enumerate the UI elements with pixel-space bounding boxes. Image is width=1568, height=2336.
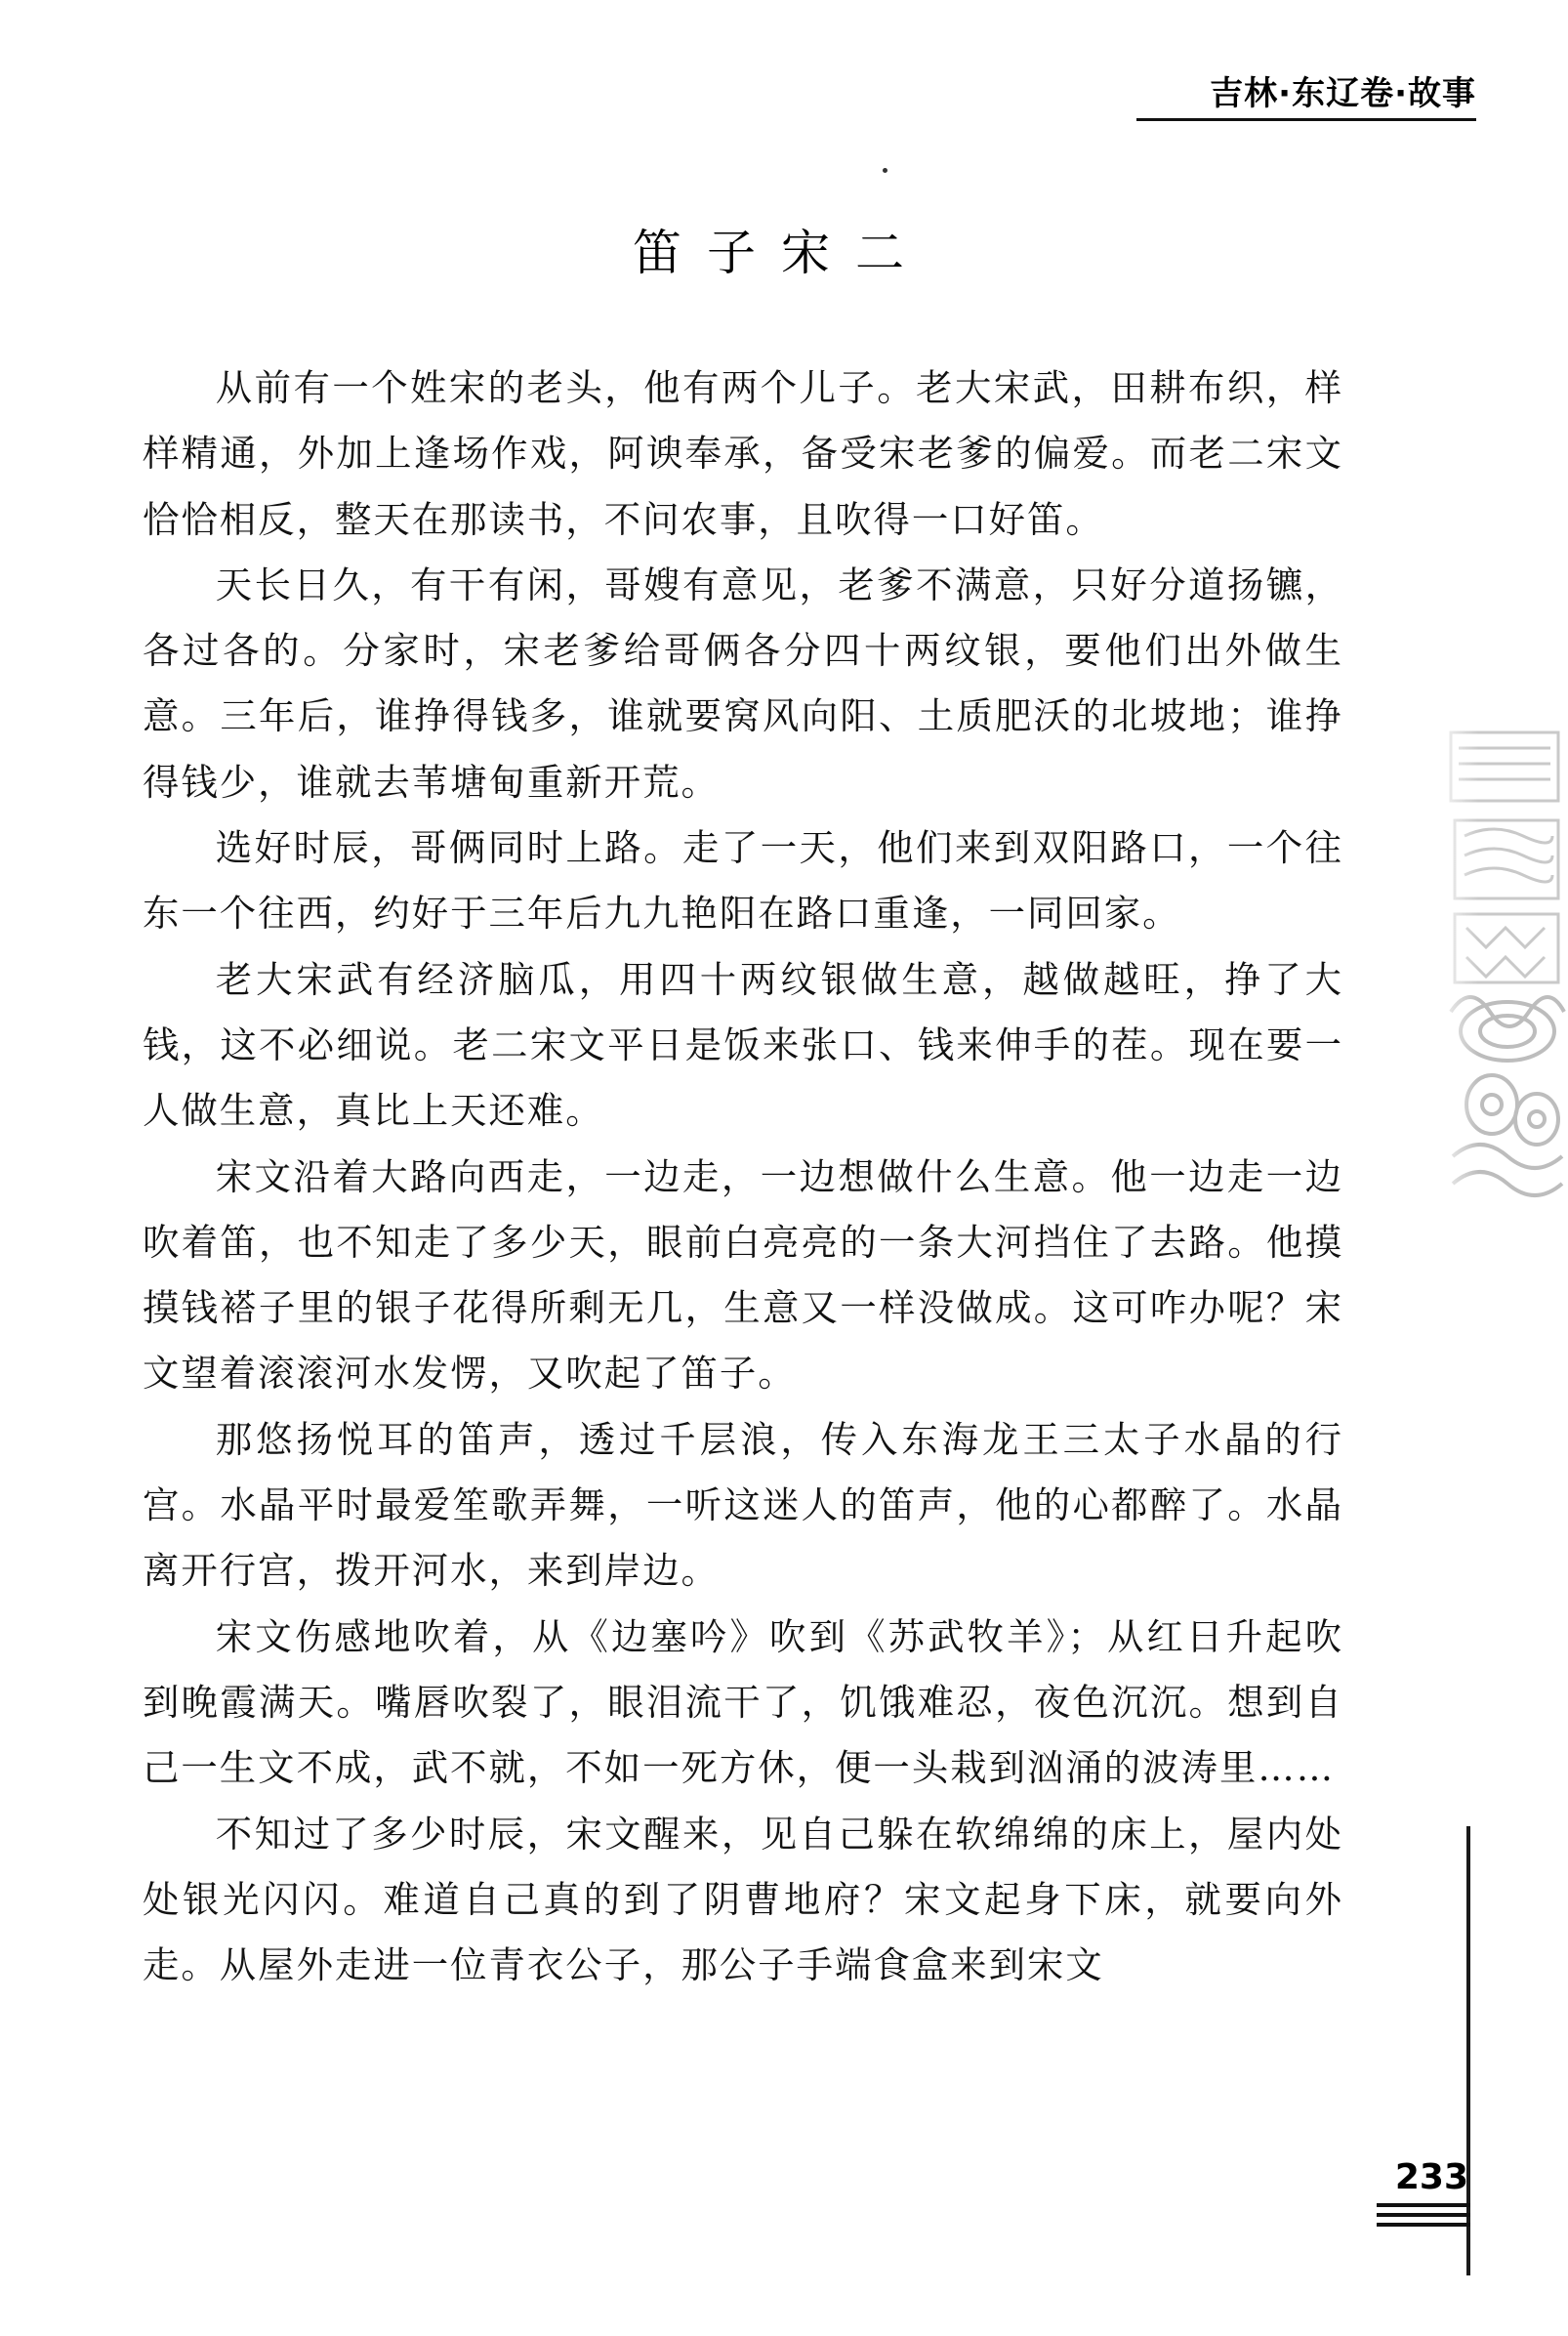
paragraph: 从前有一个姓宋的老头，他有两个儿子。老大宋武，田耕布织，样样精通，外加上逢场作戏，阿谀奉承，备受宋老爹的偏爱。而老二宋文恰恰相反，整天在那读书，不问农事，且吹得一口好笛。 <box>143 366 1343 541</box>
story-title: 笛子宋二 <box>633 225 929 281</box>
page-number-bar <box>1377 2223 1470 2227</box>
story-body <box>143 355 1343 1998</box>
margin-rule <box>1466 1826 1470 2275</box>
page-number-bar <box>1377 2203 1470 2207</box>
paragraph: 天长日久，有干有闲，哥嫂有意见，老爹不满意，只好分道扬镳，各过各的。分家时，宋老爹给哥俩各分四十两纹银，要他们出外做生意。三年后，谁挣得钱多，谁就要窝风向阳、土质肥沃的北坡地；谁挣得钱少，谁就去苇塘甸重新开荒。 <box>143 563 1343 804</box>
running-header: 吉林·东辽卷·故事 <box>1210 74 1476 113</box>
paragraph: 不知过了多少时辰，宋文醒来，见自己躲在软绵绵的床上，屋内处处银光闪闪。难道自己真的到了阴曹地府？宋文起身下床，就要向外走。从屋外走进一位青衣公子，那公子手端食盒来到宋文 <box>143 1812 1343 1987</box>
paragraph: 宋文沿着大路向西走，一边走，一边想做什么生意。他一边走一边吹着笛，也不知走了多少天，眼前白亮亮的一条大河挡住了去路。他摸摸钱褡子里的银子花得所剩无几，生意又一样没做成。这可咋办呢？宋文望着滚滚河水发愣，又吹起了笛子。 <box>143 1154 1343 1396</box>
page-number: 233 <box>1394 2157 1468 2197</box>
paragraph: 选好时辰，哥俩同时上路。走了一天，他们来到双阳路口，一个往东一个往西，约好于三年后九九艳阳在路口重逢，一同回家。 <box>143 826 1343 936</box>
ink-dot <box>883 168 887 173</box>
paragraph: 老大宋武有经济脑瓜，用四十两纹银做生意，越做越旺，挣了大钱，这不必细说。老二宋文平日是饭来张口、钱来伸手的茬。现在要一人做生意，真比上天还难。 <box>143 957 1343 1133</box>
paragraph: 宋文伤感地吹着，从《边塞吟》吹到《苏武牧羊》；从红日升起吹到晚霞满天。嘴唇吹裂了，眼泪流干了，饥饿难忍，夜色沉沉。想到自己一生文不成，武不就，不如一死方休，便一头栽到汹涌的波涛里…… <box>143 1614 1343 1790</box>
header-rule <box>1136 118 1476 121</box>
page-number-bar <box>1377 2213 1470 2217</box>
decorative-pattern-strip <box>1431 719 1566 1219</box>
paragraph: 那悠扬悦耳的笛声，透过千层浪，传入东海龙王三太子水晶的行宫。水晶平时最爱笙歌弄舞，一听这迷人的笛声，他的心都醉了。水晶离开行宫，拨开河水，来到岸边。 <box>143 1417 1343 1593</box>
